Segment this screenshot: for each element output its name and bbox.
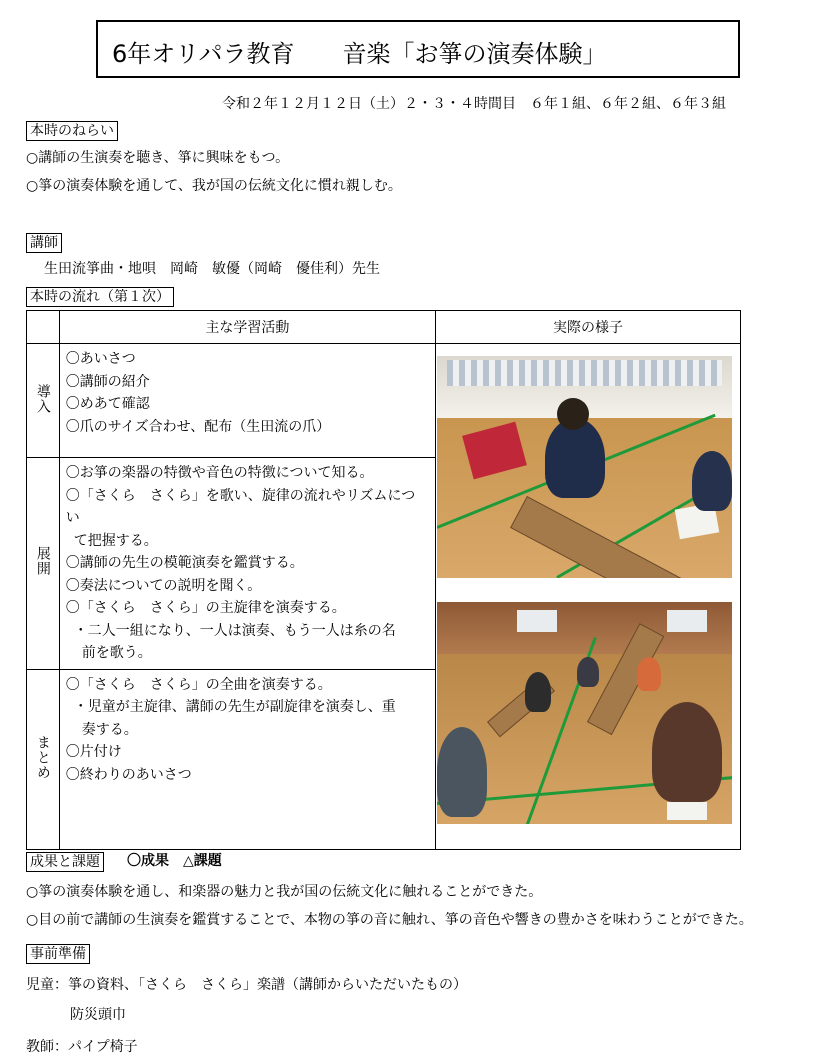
result-item-1: ○箏の演奏体験を通し、和楽器の魅力と我が国の伝統文化に触れることができた。 [26, 884, 543, 900]
instructor-name: 生田流箏曲・地唄 岡崎 敏優（岡崎 優佳利）先生 [44, 261, 380, 277]
activities-development: 〇お箏の楽器の特徴や音色の特徴について知る。 〇「さくら さくら」を歌い、旋律の流れやリズムについ て把握する。 〇講師の先生の模範演奏を鑑賞する。 〇奏法についての説明を聞く。 〇「さくら さくら」の主旋律を演奏する。 ・二人一組になり、一人は演奏、もう一人は糸の名 前を歌う。 [59, 458, 435, 670]
photo-header: 実際の様子 [436, 311, 741, 344]
photo-koto-practice [437, 356, 732, 578]
instructor-heading: 講師 [26, 233, 62, 253]
date-line: 令和２年１２月１２日（土）２・３・４時間目 ６年１組、６年２組、６年３組 [222, 96, 726, 112]
prep-students: 児童：箏の資料、「さくら さくら」楽譜（講師からいただいたもの） [26, 977, 467, 993]
prep-teacher: 教師：パイプ椅子 [26, 1039, 138, 1055]
flow-header-row [27, 311, 741, 344]
page-title: 6年オリパラ教育 音楽「お箏の演奏体験」 [112, 40, 607, 68]
aim-item-1: ○講師の生演奏を聴き、箏に興味をもつ。 [26, 150, 290, 166]
flow-heading: 本時の流れ（第１次） [26, 287, 174, 307]
aim-item-2: ○箏の演奏体験を通して、我が国の伝統文化に慣れ親しむ。 [26, 178, 402, 194]
activities-summary: 〇「さくら さくら」の全曲を演奏する。 ・児童が主旋律、講師の先生が副旋律を演奏し、重 奏する。 〇片付け 〇終わりのあいさつ [59, 669, 435, 849]
activity-header: 主な学習活動 [59, 311, 435, 344]
prep-heading: 事前準備 [26, 944, 90, 964]
stage-label-intro: 導入 [27, 344, 60, 458]
results-heading: 成果と課題 [26, 852, 104, 872]
activities-intro: 〇あいさつ 〇講師の紹介 〇めあて確認 〇爪のサイズ合わせ、配布（生田流の爪） [59, 344, 435, 458]
stage-label-summary: まとめ [27, 669, 60, 849]
prep-students-2: 防災頭巾 [70, 1007, 126, 1023]
title-box [96, 20, 740, 78]
aims-heading: 本時のねらい [26, 121, 118, 141]
result-item-2: ○目の前で講師の生演奏を鑑賞することで、本物の箏の音に触れ、箏の音色や響きの豊かさを味わうことができた。 [26, 912, 753, 928]
stage-header [27, 311, 60, 344]
stage-label-development: 展開 [27, 458, 60, 670]
photo-ensemble [437, 602, 732, 824]
results-legend: 〇成果 △課題 [127, 853, 222, 869]
